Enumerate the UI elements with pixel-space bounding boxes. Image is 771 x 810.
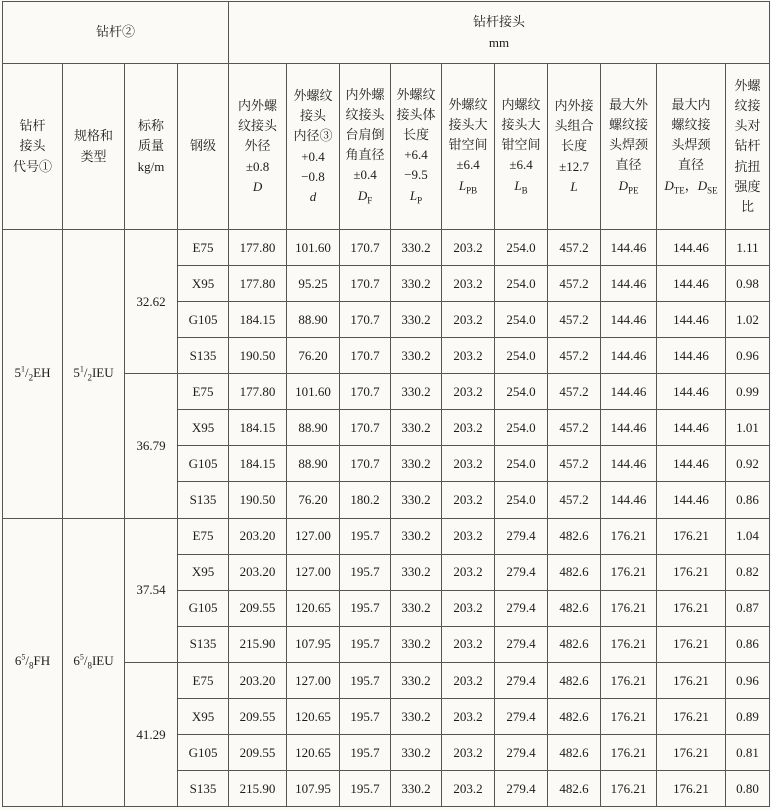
value-cell-DPE: 144.46 (601, 482, 657, 518)
value-cell-L: 482.6 (548, 662, 601, 698)
column-header-line: 纹接 (734, 98, 761, 114)
column-header-line: 内径③ (293, 128, 333, 144)
value-cell-LP: 330.2 (391, 230, 442, 266)
grade-cell: S135 (178, 770, 229, 806)
nominal-mass-value: 37.54 (136, 582, 166, 598)
value-cell-LPB: 203.2 (442, 590, 495, 626)
value-cell-DPE: 176.21 (601, 734, 657, 770)
value-cell-d: 127.00 (287, 662, 340, 698)
value-cell-DTE: 144.46 (657, 410, 726, 446)
column-header-line: 头对 (734, 118, 761, 134)
column-header-type (63, 64, 125, 230)
grade-cell: G105 (178, 446, 229, 482)
value-cell-D: 177.80 (229, 230, 287, 266)
column-header-line: ±12.7 (559, 158, 589, 174)
column-header-line: 直径 (678, 157, 705, 173)
value-cell-d: 88.90 (287, 446, 340, 482)
column-header-line: −9.5 (404, 167, 428, 183)
value-cell-DPE: 144.46 (601, 374, 657, 410)
nominal-mass-value: 36.79 (136, 438, 166, 454)
value-cell-D: 215.90 (229, 626, 287, 662)
column-header-line: 接头 (300, 108, 327, 124)
value-cell-LPB: 203.2 (442, 482, 495, 518)
value-cell-DPE: 144.46 (601, 266, 657, 302)
value-cell-LPB: 203.2 (442, 734, 495, 770)
column-header-line: +6.4 (404, 147, 428, 163)
value-cell-LP: 330.2 (391, 410, 442, 446)
pipe-group-header: 钻杆② (3, 2, 229, 64)
value-cell-L: 457.2 (548, 482, 601, 518)
value-cell-D: 177.80 (229, 266, 287, 302)
value-cell-LP: 330.2 (391, 626, 442, 662)
column-header-line: 内外接 (554, 98, 594, 114)
value-cell-ratio: 1.02 (726, 302, 770, 338)
value-cell-ratio: 0.80 (726, 770, 770, 806)
column-header-line: 头焊颈 (609, 137, 649, 153)
value-cell-DTE: 176.21 (657, 734, 726, 770)
value-cell-LB: 279.4 (495, 590, 548, 626)
column-header-line: 钻杆 (19, 118, 46, 134)
value-cell-LPB: 203.2 (442, 626, 495, 662)
value-cell-DPE: 176.21 (601, 554, 657, 590)
joint-code-cell-suffix: EH (33, 364, 51, 380)
value-cell-LPB: 203.2 (442, 662, 495, 698)
table-body (3, 230, 770, 807)
value-cell-ratio: 0.82 (726, 554, 770, 590)
value-cell-L: 482.6 (548, 770, 601, 806)
value-cell-LPB: 203.2 (442, 302, 495, 338)
column-header-line: 台肩倒 (345, 127, 385, 143)
value-cell-DTE: 144.46 (657, 266, 726, 302)
value-cell-d: 101.60 (287, 374, 340, 410)
value-cell-DPE: 144.46 (601, 410, 657, 446)
grade-cell: S135 (178, 482, 229, 518)
column-header-line: 直径 (615, 157, 642, 173)
value-cell-DF: 170.7 (340, 338, 391, 374)
joint-code-cell-main: 6 (14, 653, 22, 669)
pipe-type-cell-denominator: 2 (87, 372, 92, 383)
column-header-L (548, 64, 601, 230)
value-cell-D: 203.20 (229, 518, 287, 554)
column-symbol: D (697, 177, 708, 193)
column-header-line: 内外螺 (238, 98, 278, 114)
value-cell-LPB: 203.2 (442, 446, 495, 482)
value-cell-ratio: 1.11 (726, 230, 770, 266)
value-cell-d: 120.65 (287, 698, 340, 734)
column-header-line: 螺纹接 (671, 117, 711, 133)
joint-group-header: 钻杆接头 mm (229, 2, 770, 64)
value-cell-LB: 254.0 (495, 302, 548, 338)
value-cell-DTE: 176.21 (657, 770, 726, 806)
value-cell-ratio: 1.04 (726, 518, 770, 554)
value-cell-D: 203.20 (229, 662, 287, 698)
value-cell-LPB: 203.2 (442, 770, 495, 806)
joint-code-cell: $5^1/_2EH$ (3, 230, 63, 519)
grade-cell: E75 (178, 230, 229, 266)
value-cell-ratio: 0.99 (726, 374, 770, 410)
value-cell-LB: 279.4 (495, 698, 548, 734)
joint-code-cell-numerator: 5 (21, 652, 26, 662)
column-header-line: 抗扭 (734, 158, 761, 174)
value-cell-LB: 254.0 (495, 482, 548, 518)
column-header-DPE (601, 64, 657, 230)
grade-cell: G105 (178, 734, 229, 770)
column-header-line: 螺纹接 (609, 117, 649, 133)
nominal-mass-cell (125, 518, 178, 662)
value-cell-d: 120.65 (287, 734, 340, 770)
column-symbol-sub: P (417, 195, 423, 206)
column-header-line: 外螺纹 (293, 88, 333, 104)
value-cell-DTE: 176.21 (657, 518, 726, 554)
value-cell-LB: 279.4 (495, 734, 548, 770)
pipe-type-cell-main: 6 (73, 653, 80, 669)
column-symbol-sub: PB (466, 185, 478, 196)
column-header-line: 外螺纹 (396, 86, 436, 102)
value-cell-LP: 330.2 (391, 374, 442, 410)
value-cell-DTE: 176.21 (657, 590, 726, 626)
value-cell-LB: 254.0 (495, 338, 548, 374)
value-cell-DTE: 144.46 (657, 230, 726, 266)
column-symbol: L (458, 177, 467, 193)
value-cell-L: 457.2 (548, 338, 601, 374)
value-cell-DF: 195.7 (340, 698, 391, 734)
column-header-line: 钳空间 (448, 137, 488, 153)
value-cell-D: 184.15 (229, 302, 287, 338)
value-cell-L: 457.2 (548, 302, 601, 338)
nominal-mass-cell (125, 662, 178, 806)
value-cell-d: 88.90 (287, 410, 340, 446)
value-cell-D: 177.80 (229, 374, 287, 410)
grade-cell: S135 (178, 626, 229, 662)
value-cell-ratio: 0.96 (726, 662, 770, 698)
value-cell-D: 215.90 (229, 770, 287, 806)
column-header-line: 强度 (734, 178, 761, 194)
value-cell-LP: 330.2 (391, 338, 442, 374)
value-cell-DF: 195.7 (340, 554, 391, 590)
value-cell-LP: 330.2 (391, 446, 442, 482)
pipe-type-cell-numerator: 5 (79, 652, 84, 662)
value-cell-L: 482.6 (548, 626, 601, 662)
value-cell-LP: 330.2 (391, 698, 442, 734)
value-cell-DTE: 144.46 (657, 446, 726, 482)
value-cell-LB: 254.0 (495, 230, 548, 266)
column-header-ratio (726, 64, 770, 230)
column-header-line: kg/m (137, 158, 165, 174)
column-header-line: 标称 (137, 118, 164, 134)
value-cell-DF: 170.7 (340, 374, 391, 410)
pipe-type-cell-main: 5 (73, 364, 80, 380)
column-header-line: 钢级 (190, 138, 217, 154)
value-cell-d: 107.95 (287, 626, 340, 662)
table-row (3, 518, 770, 554)
column-header-grade (178, 64, 229, 230)
value-cell-DTE: 176.21 (657, 662, 726, 698)
grade-cell: S135 (178, 338, 229, 374)
column-symbol: L (570, 178, 578, 194)
value-cell-DF: 195.7 (340, 590, 391, 626)
column-header-line: ±6.4 (509, 157, 533, 173)
column-symbol-sub: B (521, 185, 528, 196)
value-cell-DTE: 144.46 (657, 302, 726, 338)
column-header-line: 纹接头 (345, 107, 385, 123)
pipe-type-cell-denominator: 8 (87, 660, 92, 671)
value-cell-d: 95.25 (287, 266, 340, 302)
value-cell-L: 482.6 (548, 518, 601, 554)
column-header-line: 比 (741, 198, 755, 214)
value-cell-DF: 180.2 (340, 482, 391, 518)
value-cell-DPE: 176.21 (601, 590, 657, 626)
column-header-line: 长度 (403, 127, 430, 143)
value-cell-LPB: 203.2 (442, 698, 495, 734)
table-row (3, 230, 770, 266)
column-header-line: 类型 (80, 148, 107, 164)
value-cell-ratio: 0.86 (726, 626, 770, 662)
joint-code-cell-denominator: 8 (29, 660, 34, 671)
value-cell-LP: 330.2 (391, 554, 442, 590)
column-header-row (3, 64, 770, 230)
column-header-line: 纹接头 (238, 118, 278, 134)
value-cell-DTE: 144.46 (657, 374, 726, 410)
value-cell-DF: 195.7 (340, 662, 391, 698)
value-cell-DTE: 144.46 (657, 482, 726, 518)
value-cell-DF: 170.7 (340, 410, 391, 446)
value-cell-LB: 279.4 (495, 662, 548, 698)
value-cell-L: 482.6 (548, 554, 601, 590)
value-cell-LPB: 203.2 (442, 554, 495, 590)
column-symbol-sub: PE (627, 185, 639, 196)
value-cell-DPE: 176.21 (601, 770, 657, 806)
value-cell-d: 120.65 (287, 590, 340, 626)
value-cell-ratio: 0.98 (726, 266, 770, 302)
grade-cell: X95 (178, 698, 229, 734)
value-cell-L: 482.6 (548, 698, 601, 734)
value-cell-DPE: 176.21 (601, 518, 657, 554)
column-header-line: +0.4 (301, 148, 325, 164)
column-header-line: −0.8 (301, 168, 325, 184)
column-header-line: 接头大 (448, 117, 488, 133)
column-symbol-sub: F (367, 195, 373, 206)
column-header-LP (391, 64, 442, 230)
value-cell-L: 457.2 (548, 266, 601, 302)
value-cell-DF: 195.7 (340, 626, 391, 662)
column-header-DTE: 最大内 螺纹接 头焊颈 直径 $D_{TE}$，$D_{SE}$ (657, 64, 726, 230)
pipe-type-cell: $6^5/_8IEU$ (63, 518, 125, 807)
value-cell-ratio: 0.96 (726, 338, 770, 374)
value-cell-D: 184.15 (229, 410, 287, 446)
value-cell-LB: 254.0 (495, 266, 548, 302)
value-cell-DPE: 144.46 (601, 230, 657, 266)
value-cell-DTE: 176.21 (657, 554, 726, 590)
column-symbol: L (409, 187, 418, 203)
value-cell-L: 457.2 (548, 410, 601, 446)
value-cell-ratio: 0.87 (726, 590, 770, 626)
value-cell-d: 76.20 (287, 338, 340, 374)
column-header-mass (125, 64, 178, 230)
value-cell-LPB: 203.2 (442, 338, 495, 374)
value-cell-D: 203.20 (229, 554, 287, 590)
value-cell-DPE: 176.21 (601, 662, 657, 698)
value-cell-L: 457.2 (548, 446, 601, 482)
grade-cell: X95 (178, 410, 229, 446)
nominal-mass-value: 32.62 (136, 293, 166, 309)
value-cell-DF: 170.7 (340, 266, 391, 302)
grade-cell: E75 (178, 518, 229, 554)
value-cell-ratio: 0.92 (726, 446, 770, 482)
value-cell-D: 209.55 (229, 734, 287, 770)
value-cell-ratio: 1.01 (726, 410, 770, 446)
column-header-line: 接头 (19, 138, 46, 154)
column-header-d (287, 64, 340, 230)
joint-code-cell-numerator: 1 (21, 364, 26, 374)
value-cell-DF: 170.7 (340, 446, 391, 482)
value-cell-ratio: 0.89 (726, 698, 770, 734)
column-symbol: D (618, 177, 628, 193)
value-cell-D: 190.50 (229, 338, 287, 374)
value-cell-ratio: 0.86 (726, 482, 770, 518)
grade-cell: X95 (178, 554, 229, 590)
column-header-line: ±0.4 (353, 167, 377, 183)
column-header-line: 质量 (137, 138, 164, 154)
value-cell-LB: 279.4 (495, 518, 548, 554)
column-header-line: ±6.4 (456, 157, 480, 173)
value-cell-L: 457.2 (548, 374, 601, 410)
value-cell-d: 107.95 (287, 770, 340, 806)
value-cell-D: 190.50 (229, 482, 287, 518)
value-cell-d: 76.20 (287, 482, 340, 518)
value-cell-L: 482.6 (548, 734, 601, 770)
value-cell-L: 482.6 (548, 590, 601, 626)
column-symbol-sub: SE (707, 185, 718, 196)
value-cell-DPE: 144.46 (601, 302, 657, 338)
value-cell-DPE: 176.21 (601, 626, 657, 662)
column-symbol: L (514, 177, 522, 193)
column-header-line: 代号① (12, 158, 52, 174)
column-header-line: 最大外 (609, 96, 649, 112)
value-cell-LP: 330.2 (391, 482, 442, 518)
column-header-line: 外螺纹 (448, 96, 488, 112)
value-cell-LPB: 203.2 (442, 230, 495, 266)
pipe-type-cell-numerator: 1 (79, 364, 84, 374)
column-header-line: 外径 (244, 138, 271, 154)
value-cell-DPE: 144.46 (601, 446, 657, 482)
value-cell-LB: 254.0 (495, 374, 548, 410)
grade-cell: E75 (178, 662, 229, 698)
value-cell-DPE: 176.21 (601, 698, 657, 734)
value-cell-D: 209.55 (229, 590, 287, 626)
joint-code-cell-main: 5 (14, 364, 22, 380)
value-cell-LP: 330.2 (391, 662, 442, 698)
column-header-code (3, 64, 63, 230)
value-cell-DTE: 176.21 (657, 698, 726, 734)
value-cell-DF: 170.7 (340, 230, 391, 266)
column-header-line: 钳空间 (501, 137, 541, 153)
value-cell-DPE: 144.46 (601, 338, 657, 374)
grade-cell: G105 (178, 590, 229, 626)
value-cell-LP: 330.2 (391, 266, 442, 302)
value-cell-d: 101.60 (287, 230, 340, 266)
value-cell-DF: 195.7 (340, 734, 391, 770)
nominal-mass-cell (125, 374, 178, 518)
value-cell-LB: 279.4 (495, 770, 548, 806)
value-cell-LP: 330.2 (391, 770, 442, 806)
value-cell-LP: 330.2 (391, 590, 442, 626)
value-cell-LPB: 203.2 (442, 266, 495, 302)
column-header-line: 规格和 (73, 128, 113, 144)
value-cell-DTE: 176.21 (657, 626, 726, 662)
value-cell-LPB: 203.2 (442, 374, 495, 410)
value-cell-DF: 195.7 (340, 518, 391, 554)
value-cell-LPB: 203.2 (442, 410, 495, 446)
value-cell-ratio: 0.81 (726, 734, 770, 770)
column-header-line: 接头体 (396, 107, 436, 123)
drill-pipe-joint-table (2, 1, 770, 807)
value-cell-LB: 254.0 (495, 410, 548, 446)
column-header-line: 内外螺 (345, 86, 385, 102)
column-header-line: 接头大 (501, 117, 541, 133)
nominal-mass-cell (125, 230, 178, 374)
joint-code-cell: $6^5/_8FH$ (3, 518, 63, 807)
column-symbol: D (357, 187, 368, 203)
column-symbol: D (252, 178, 263, 194)
value-cell-d: 127.00 (287, 554, 340, 590)
column-header-line: 外螺 (734, 78, 761, 93)
column-header-D (229, 64, 287, 230)
value-cell-LB: 254.0 (495, 446, 548, 482)
value-cell-LP: 330.2 (391, 518, 442, 554)
grade-cell: E75 (178, 374, 229, 410)
column-header-LB (495, 64, 548, 230)
value-cell-DTE: 144.46 (657, 338, 726, 374)
nominal-mass-value: 41.29 (136, 726, 166, 742)
value-cell-L: 457.2 (548, 230, 601, 266)
value-cell-LB: 279.4 (495, 626, 548, 662)
value-cell-LB: 279.4 (495, 554, 548, 590)
column-header-line: 最大内 (671, 96, 711, 112)
column-symbol-sub: TE (673, 185, 685, 196)
grade-cell: X95 (178, 266, 229, 302)
column-symbol: D (664, 177, 674, 193)
value-cell-d: 88.90 (287, 302, 340, 338)
value-cell-LP: 330.2 (391, 302, 442, 338)
column-header-LPB (442, 64, 495, 230)
value-cell-LP: 330.2 (391, 734, 442, 770)
column-header-line: ±0.8 (245, 158, 270, 174)
column-header-line: 内螺纹 (501, 96, 541, 112)
pipe-type-cell-suffix: IEU (91, 364, 114, 380)
column-header-line: 角直径 (345, 147, 385, 163)
column-header-line: 头焊颈 (671, 137, 711, 153)
column-header-DF (340, 64, 391, 230)
column-header-line: 长度 (561, 138, 588, 154)
joint-code-cell-denominator: 2 (28, 372, 34, 383)
grade-cell: G105 (178, 302, 229, 338)
pipe-type-cell-suffix: IEU (91, 653, 114, 669)
value-cell-DF: 195.7 (340, 770, 391, 806)
value-cell-DF: 170.7 (340, 302, 391, 338)
value-cell-D: 184.15 (229, 446, 287, 482)
value-cell-D: 209.55 (229, 698, 287, 734)
joint-code-cell-suffix: FH (33, 653, 51, 669)
pipe-type-cell: $5^1/_2IEU$ (63, 230, 125, 519)
column-header-line: 钻杆 (734, 138, 761, 154)
column-header-line: 头组合 (554, 118, 594, 134)
column-symbol: d (309, 188, 317, 204)
value-cell-d: 127.00 (287, 518, 340, 554)
value-cell-LPB: 203.2 (442, 518, 495, 554)
